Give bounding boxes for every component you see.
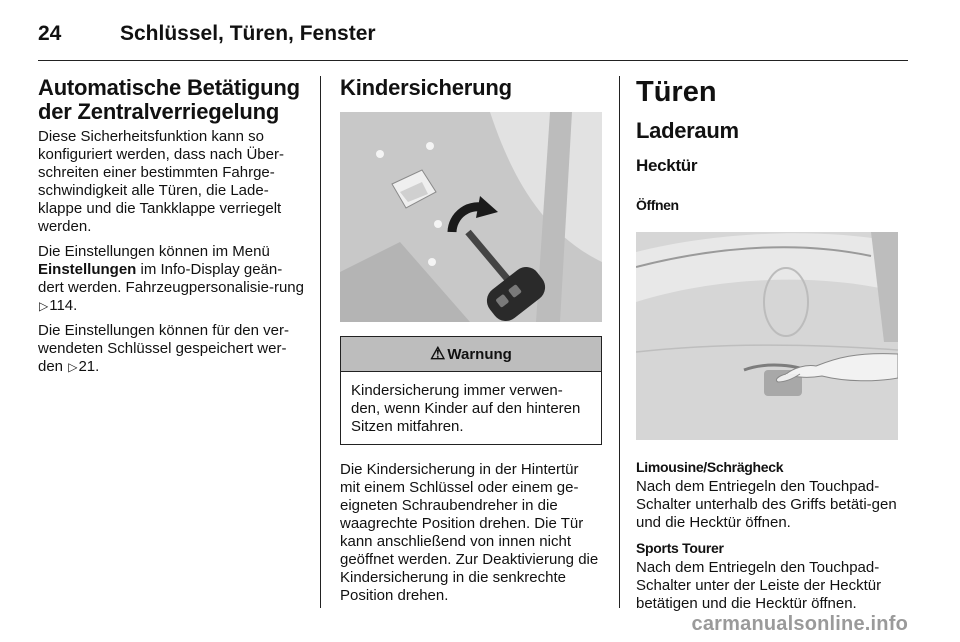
- warning-box: [340, 336, 602, 445]
- warning-header: [341, 337, 601, 372]
- page-number: 24: [38, 22, 62, 45]
- header-rule: [38, 60, 908, 61]
- paragraph-safety-function: Diese Sicherheitsfunktion kann so konfiguriert werden, dass nach Über-schreiten einer bestimmten Fahrge-schwindigkeit alle Türen, die Lade-klappe und die Tankklappe verriegelt werden.: [38, 128, 284, 235]
- section-heading-doors: Türen: [636, 76, 717, 108]
- column-divider-1: [320, 76, 321, 608]
- warning-title: Warnung: [447, 346, 512, 363]
- subheading-sports-tourer: Sports Tourer: [636, 540, 724, 556]
- paragraph-child-lock-usage: Die Kindersicherung in der Hintertür mit einem Schlüssel oder einem ge-eigneten Schraubendreher in die waagrechte Position drehen. Die Tür kann anschließend von innen nicht geöffnet werden. Zur Deaktivierung die Kindersicherung in die senkrechte Position drehen.: [340, 461, 599, 604]
- chapter-title: Schlüssel, Türen, Fenster: [120, 22, 376, 45]
- column-doors: [636, 76, 904, 620]
- tailgate-illustration: [636, 232, 898, 440]
- watermark: carmanualsonline.info: [691, 613, 908, 635]
- warning-triangle-icon: ⚠: [430, 344, 446, 363]
- menu-name-einstellungen: Einstellungen: [38, 261, 137, 278]
- subheading-sedan-hatchback: Limousine/Schrägheck: [636, 459, 784, 475]
- page-ref-114[interactable]: 114.: [49, 297, 78, 314]
- child-lock-illustration: [340, 112, 602, 322]
- column-central-locking: [38, 76, 304, 383]
- page-ref-arrow-icon: ▷: [39, 299, 49, 313]
- paragraph-sedan-opening: Nach dem Entriegeln den Touchpad-Schalter unterhalb des Griffs betäti-gen und die Hecktür öffnen.: [636, 478, 897, 531]
- column-divider-2: [619, 76, 620, 608]
- subheading-load-compartment: Laderaum: [636, 118, 739, 143]
- paragraph-settings-menu: Die Einstellungen können im Menü Einstellungen im Info-Display geän-dert werden. Fahrzeugpersonalisie-rung ▷114.: [38, 243, 304, 314]
- subheading-opening: Öffnen: [636, 197, 679, 213]
- warning-text: Kindersicherung immer verwen-den, wenn Kinder auf den hinteren Sitzen mitfahren.: [351, 382, 581, 435]
- section-heading-central-locking: Automatische Betätigung der Zentralverriegelung: [38, 75, 300, 124]
- column-child-lock: [340, 76, 602, 612]
- page-ref-arrow-icon: ▷: [68, 360, 78, 374]
- page-header: [38, 22, 376, 46]
- section-heading-child-lock: Kindersicherung: [340, 75, 512, 100]
- paragraph-key-settings: Die Einstellungen können für den ver-wendeten Schlüssel gespeichert wer-den ▷21.: [38, 322, 289, 375]
- paragraph-tourer-opening: Nach dem Entriegeln den Touchpad-Schalter unter der Leiste der Hecktür betätigen und die Hecktür öffnen.: [636, 559, 882, 612]
- page-ref-21[interactable]: 21.: [78, 358, 100, 375]
- subheading-tailgate: Hecktür: [636, 156, 698, 175]
